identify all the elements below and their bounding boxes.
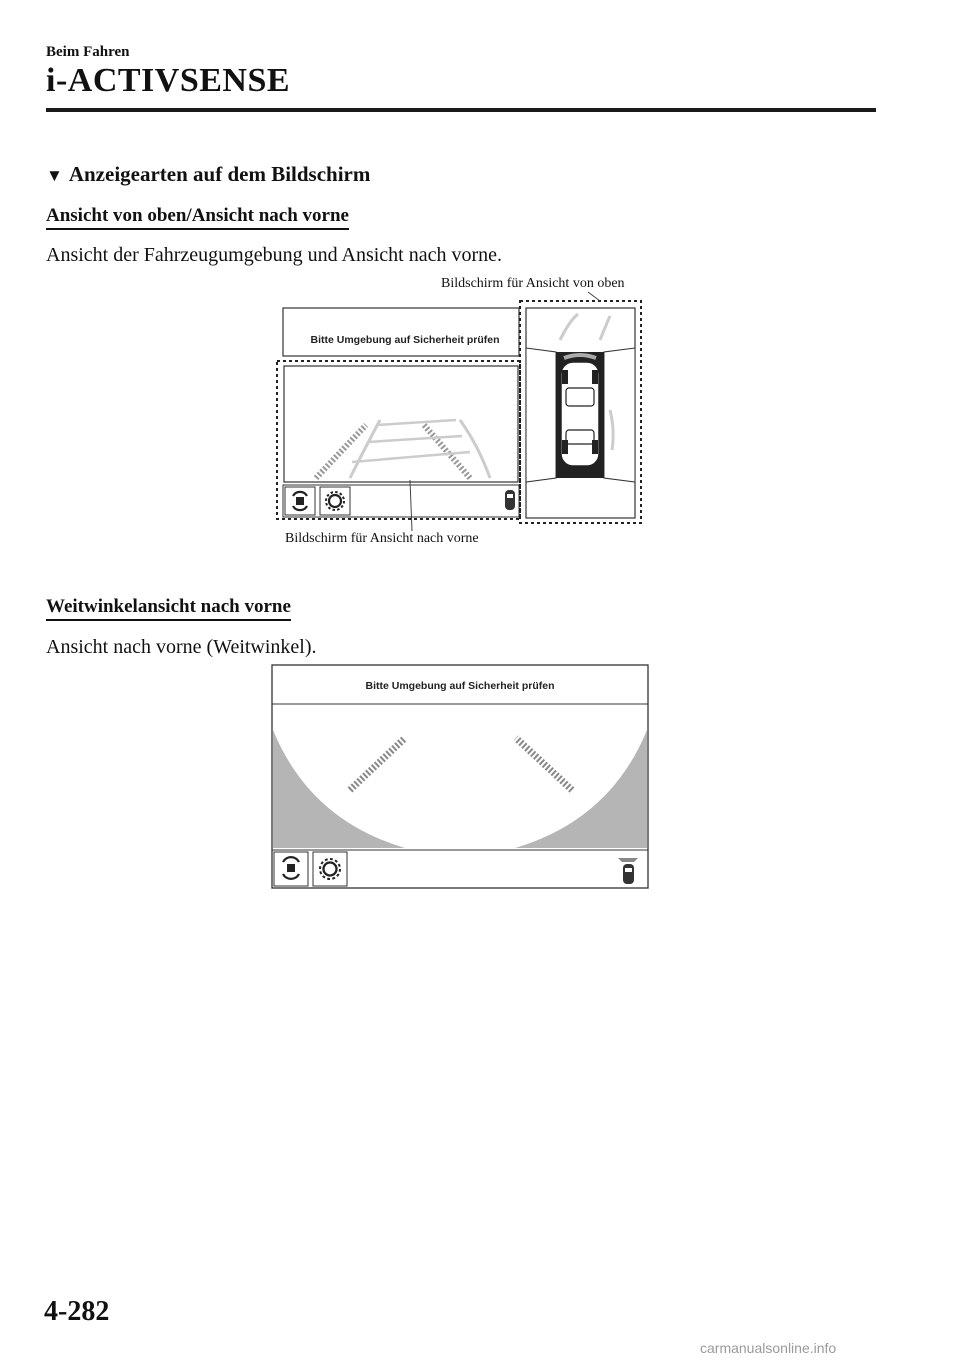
callout-top-view-screen: Bildschirm für Ansicht von oben [441, 276, 625, 291]
camera-switch-icon[interactable] [274, 852, 308, 886]
triangle-marker-icon: ▼ [46, 166, 63, 185]
subheading-top-front-view: Ansicht von oben/Ansicht nach vorne [46, 205, 349, 230]
screen-message-2: Bitte Umgebung auf Sicherheit prüfen [365, 680, 555, 692]
screen-message-1: Bitte Umgebung auf Sicherheit prüfen [310, 334, 500, 346]
topic-title: Anzeigearten auf dem Bildschirm [68, 162, 371, 186]
subheading-wide-front-view: Weitwinkelansicht nach vorne [46, 596, 291, 621]
gear-icon[interactable] [313, 852, 347, 886]
page-number: 4-282 [44, 1296, 110, 1327]
description-wide-front-view: Ansicht nach vorne (Weitwinkel). [46, 636, 317, 658]
watermark: carmanualsonline.info [700, 1340, 837, 1356]
section-title: i-ACTIVSENSE [46, 62, 291, 99]
chapter-title: Beim Fahren [46, 44, 130, 60]
callout-front-view-screen: Bildschirm für Ansicht nach vorne [285, 531, 479, 546]
description-top-front-view: Ansicht der Fahrzeugumgebung und Ansicht nach vorne. [46, 244, 503, 266]
